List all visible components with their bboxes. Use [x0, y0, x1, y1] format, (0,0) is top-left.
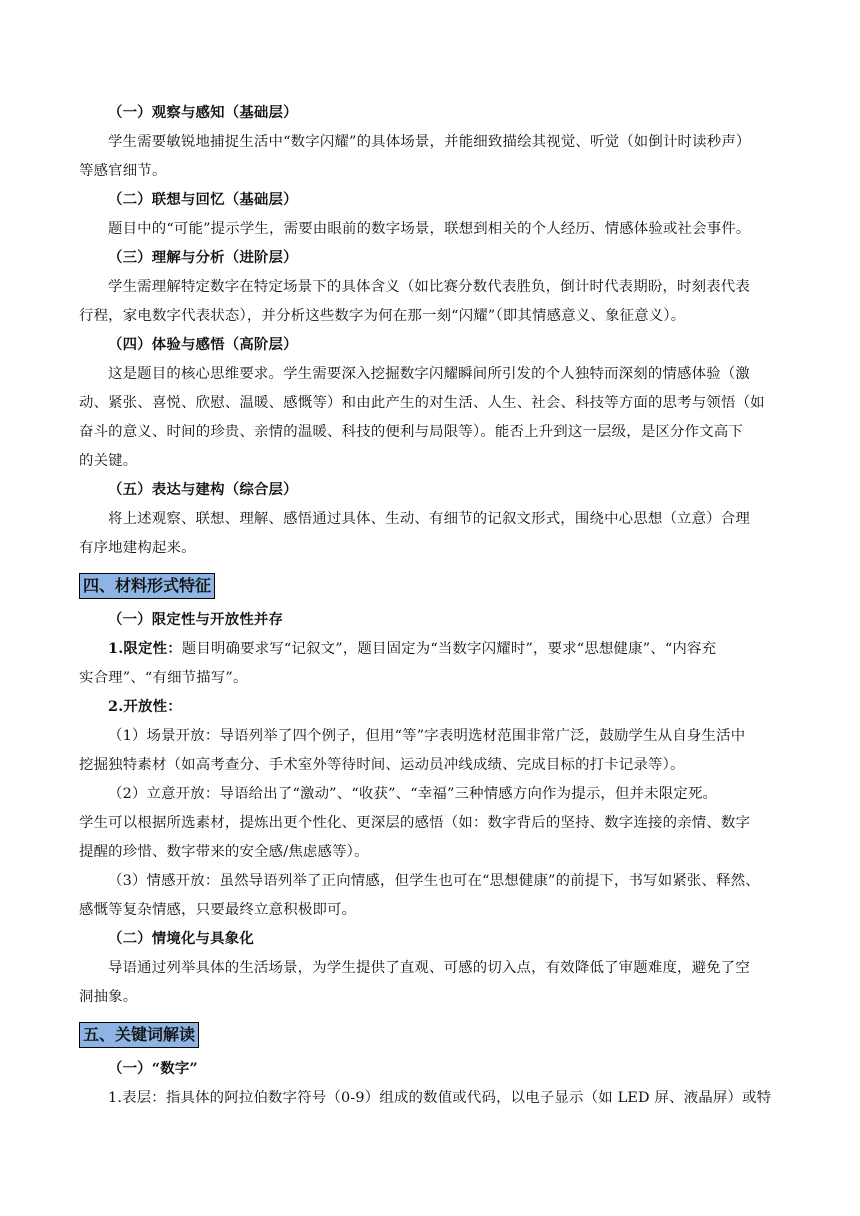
paragraph-line: 提醒的珍惜、数字带来的安全感/焦虑感等）。 [79, 844, 369, 860]
subheading: （一）限定性与开放性并存 [108, 611, 284, 628]
paragraph-line: （3）情感开放：虽然导语列举了正向情感，但学生也可在“思想健康”的前提下，书写如紧张、释然、 [108, 873, 760, 889]
paragraph-line: 有序地建构起来。 [79, 540, 196, 556]
paragraph-line: 这是题目的核心思维要求。学生需要深入挖掘数字闪耀瞬间所引发的个人独特而深刻的情感体验（激 [108, 366, 750, 382]
section-heading: 五、关键词解读 [79, 1022, 199, 1048]
paragraph-line: 洞抽象。 [79, 989, 138, 1005]
subheading: （二）联想与回忆（基础层） [108, 191, 298, 208]
paragraph-line: 学生可以根据所选素材，提炼出更个性化、更深层的感悟（如：数字背后的坚持、数字连接的亲情、数字 [79, 815, 751, 831]
paragraph-line: 感慨等复杂情感，只要最终立意积极即可。 [79, 902, 357, 918]
paragraph-line: 实合理”、“有细节描写”。 [79, 670, 248, 686]
section-heading: 四、材料形式特征 [79, 573, 215, 599]
paragraph-line: 题目中的“可能”提示学生，需要由眼前的数字场景，联想到相关的个人经历、情感体验或社会事件。 [108, 221, 751, 237]
paragraph-line: （2）立意开放：导语给出了“激动”、“收获”、“幸福”三种情感方向作为提示，但并未限定死。 [108, 786, 718, 802]
subheading: （四）体验与感悟（高阶层） [108, 336, 298, 353]
paragraph-line: 动、紧张、喜悦、欣慰、温暖、感慨等）和由此产生的对生活、人生、社会、科技等方面的思考与领悟（如 [79, 395, 765, 411]
paragraph-line: 学生需要敏锐地捕捉生活中“数字闪耀”的具体场景，并能细致描绘其视觉、听觉（如倒计时读秒声） [108, 134, 751, 150]
paragraph-line: 奋斗的意义、时间的珍贵、亲情的温暖、科技的便利与局限等）。能否上升到这一层级，是区分作文高下 [79, 424, 743, 440]
subheading: （五）表达与建构（综合层） [108, 481, 298, 498]
paragraph-line [108, 639, 716, 659]
paragraph-line: 学生需理解特定数字在特定场景下的具体含义（如比赛分数代表胜负，倒计时代表期盼，时刻表代表 [108, 279, 750, 295]
item-label: 1.限定性： [108, 640, 182, 657]
paragraph-line: （1）场景开放：导语列举了四个例子，但用“等”字表明选材范围非常广泛，鼓励学生从自身生活中 [108, 728, 746, 744]
subheading: （一）观察与感知（基础层） [108, 104, 298, 121]
subheading: （二）情境化与具象化 [108, 930, 254, 947]
paragraph-line: 的关键。 [79, 453, 138, 469]
subheading: （一）“数字” [108, 1060, 198, 1077]
paragraph-line: 等感官细节。 [79, 163, 167, 179]
item-label: 2.开放性： [108, 698, 182, 715]
item-text: 题目明确要求写“记叙文”，题目固定为“当数字闪耀时”，要求“思想健康”、“内容充 [181, 641, 717, 657]
paragraph-line: 导语通过列举具体的生活场景，为学生提供了直观、可感的切入点，有效降低了审题难度，避免了空 [108, 960, 750, 976]
subheading: （三）理解与分析（进阶层） [108, 249, 298, 266]
paragraph-line: 行程，家电数字代表状态），并分析这些数字为何在那一刻“闪耀”（即其情感意义、象征意义）。 [79, 308, 686, 324]
paragraph-line: 将上述观察、联想、理解、感悟通过具体、生动、有细节的记叙文形式，围绕中心思想（立意）合理 [108, 511, 750, 527]
paragraph-line: 挖掘独特素材（如高考查分、手术室外等待时间、运动员冲线成绩、完成目标的打卡记录等）。 [79, 757, 685, 773]
paragraph-line: 1.表层：指具体的阿拉伯数字符号（0-9）组成的数值或代码，以电子显示（如 LED 屏、液晶屏）或特 [108, 1090, 772, 1106]
